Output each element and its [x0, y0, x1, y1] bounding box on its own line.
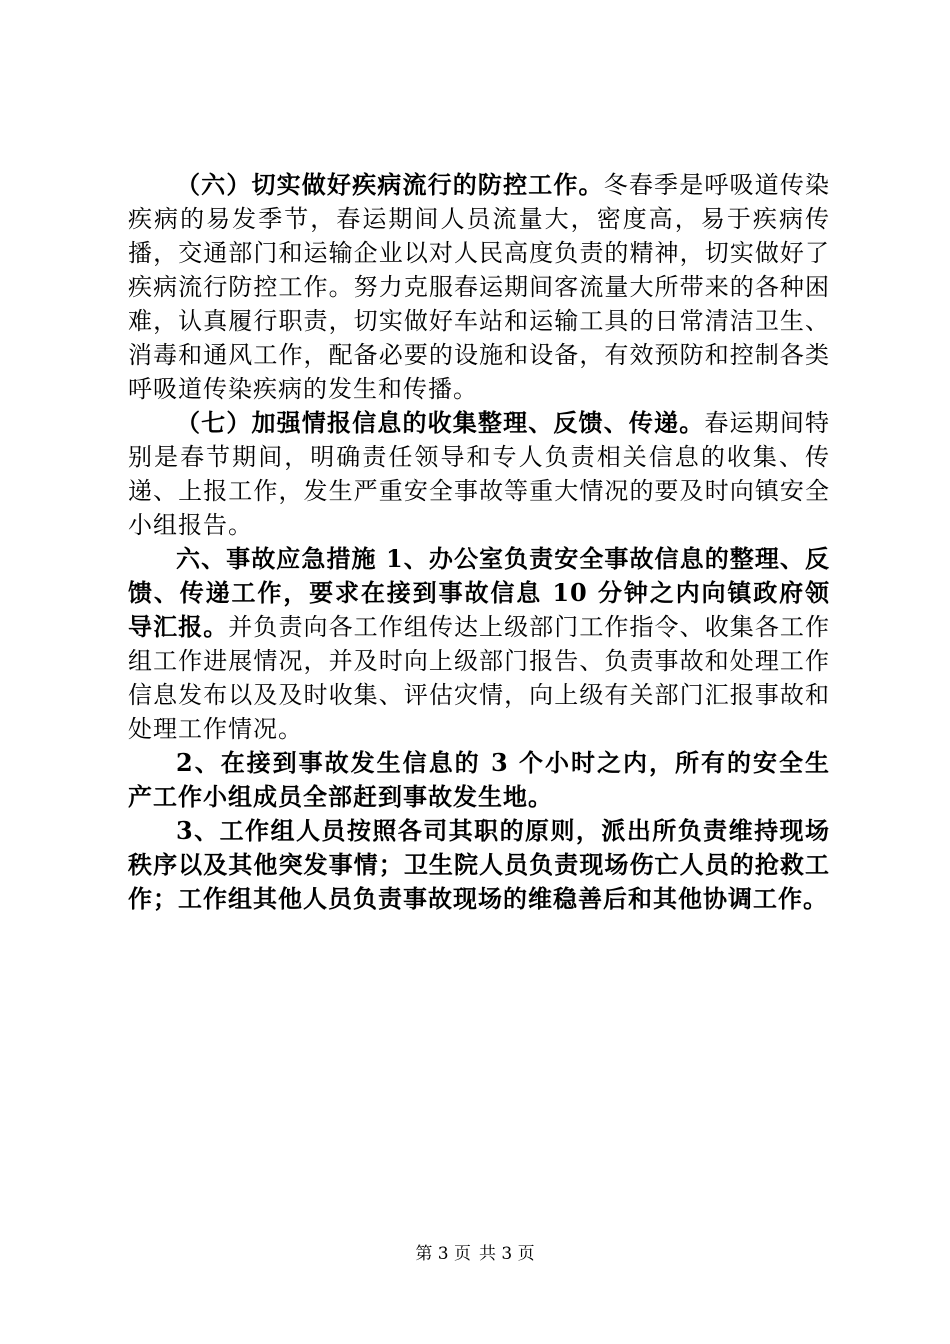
page-number: 第 3 页 — [415, 1244, 471, 1264]
paragraph-lead: （六）切实做好疾病流行的防控工作。 — [176, 170, 604, 199]
paragraph-lead: 六、事故应急措施 1、办公室负责安全事故信息的整理、反馈、传递工作，要求在接到事故信息 10 分钟之内向镇政府领导汇报。 — [128, 544, 830, 641]
paragraph-emergency-measures-1 — [128, 542, 830, 746]
paragraph-text: 并负责向各工作组传达上级部门工作指令、收集各工作组工作进展情况，并及时向上级部门报告、负责事故和处理工作信息发布以及及时收集、评估灾情，向上级有关部门汇报事故和处理工作情况。 — [128, 613, 830, 743]
paragraph-lead: （七）加强情报信息的收集整理、反馈、传递。 — [176, 408, 705, 437]
page-footer — [0, 1243, 950, 1265]
paragraph-text: 冬春季是呼吸道传染疾病的易发季节，春运期间人员流量大，密度高，易于疾病传播，交通部门和运输企业以对人民高度负责的精神，切实做好了疾病流行防控工作。努力克服春运期间客流量大所带来的各种困难，认真履行职责，切实做好车站和运输工具的日常清洁卫生、消毒和通风工作，配备必要的设施和设备，有效预防和控制各类呼吸道传染疾病的发生和传播。 — [128, 171, 830, 403]
paragraph-text: 春运期间特别是春节期间，明确责任领导和专人负责相关信息的收集、传递、上报工作，发生严重安全事故等重大情况的要及时向镇安全小组报告。 — [128, 409, 830, 539]
paragraph-emergency-measures-2 — [128, 746, 830, 814]
paragraph-lead: 3、工作组人员按照各司其职的原则，派出所负责维持现场秩序以及其他突发事情；卫生院人员负责现场伤亡人员的抢救工作；工作组其他人员负责事故现场的维稳善后和其他协调工作。 — [128, 816, 830, 913]
page-total: 共 3 页 — [479, 1244, 535, 1264]
paragraph-lead: 2、在接到事故发生信息的 3 个小时之内，所有的安全生产工作小组成员全部赶到事故发生地。 — [128, 748, 830, 811]
paragraph-emergency-measures-3 — [128, 814, 830, 916]
paragraph-information-collection — [128, 406, 830, 542]
paragraph-disease-prevention — [128, 168, 830, 406]
document-body — [128, 168, 830, 916]
